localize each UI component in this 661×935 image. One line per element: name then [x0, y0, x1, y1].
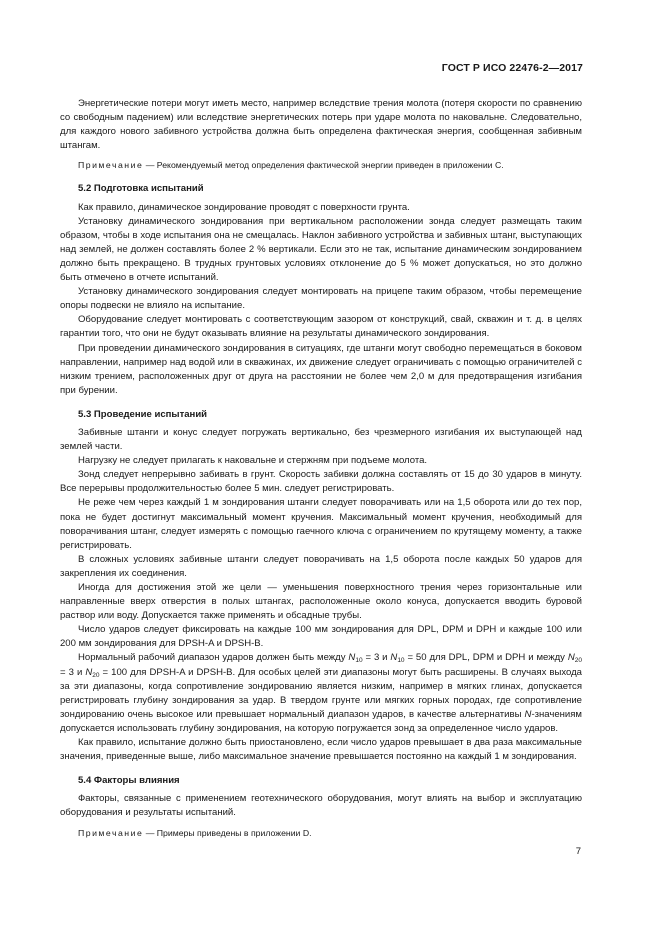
page-content	[60, 97, 582, 840]
paragraph: Установку динамического зондирования при вертикальном расположении зонда следует размещать таким образом, чтобы в ходе испытания она не смещалась. Наклон забивного устройства и забивных штанг, выступающих над землей, не должен составлять более 2 % вертикали. Если это не так, испытание динамическим зондированием должно быть прекращено. В трудных грунтовых условиях отклонение до 5 % может допускаться, но это должно быть отмечено в отчете испытаний.	[60, 215, 582, 284]
section-title-5-3: 5.3 Проведение испытаний	[78, 408, 208, 420]
paragraph: Оборудование следует монтировать с соответствующим зазором от конструкций, свай, скважин и т. д. в целях гарантии того, что они не будут оказывать влияние на результаты динамического зондирования.	[60, 314, 582, 340]
note-text: — Примеры приведены в приложении D.	[143, 827, 312, 838]
section-title-5-2: 5.2 Подготовка испытаний	[78, 183, 204, 195]
paragraph: Энергетические потери могут иметь место, например вследствие трения молота (потеря скорости по сравнению со свободным падением) или вследствие энергетических потерь при ударе молота по наковальне. Следовательно, для каждого нового забивного устройства должна быть определена фактическая энергия, сообщенная забивным штангам.	[60, 98, 582, 152]
paragraph: Не реже чем через каждый 1 м зондирования штанги следует поворачивать или на 1,5 оборота или до тех пор, пока не будет достигнут максимальный момент кручения. Максимальный момент кручения, необходимый для поворачивания штанг, следует измерять с помощью гаечного ключа с ограничением по крутящему моменту, а также регистрировать.	[60, 497, 582, 551]
paragraph: Установку динамического зондирования следует монтировать на прицепе таким образом, чтобы перемещение опоры подвески не влияло на испытание.	[60, 286, 582, 312]
document-header: ГОСТ Р ИСО 22476-2—2017	[441, 62, 583, 74]
note-label: Примечание	[78, 160, 144, 171]
note-label: Примечание	[78, 827, 144, 838]
note	[60, 826, 582, 840]
paragraph: Факторы, связанные с применением геотехнического оборудования, могут влиять на выбор и эксплуатацию оборудования и результаты испытаний.	[60, 793, 582, 819]
note	[60, 158, 582, 172]
paragraph: В сложных условиях забивные штанги следует поворачивать на 1,5 оборота после каждых 50 ударов для закрепления их соединения.	[60, 553, 582, 579]
paragraph: Забивные штанги и конус следует погружать вертикально, без чрезмерного изгибания их выступающей над землей части.	[60, 426, 582, 453]
paragraph: Иногда для достижения этой же цели — уменьшения поверхностного трения через горизонтальные или направленные вверх отверстия в полых штангах, расположенные около конуса, допускается вводить буровой раствор или воду. Допускается также применять и обсадные трубы.	[60, 582, 582, 622]
paragraph-blow-ranges: Нормальный рабочий диапазон ударов должен быть между $N_{10} = 3$ и $N_{10} = 50$ для DPL, DPM и DPH и между $N_{20} = 3$ и $N_{20} = 100$ для DPSH-A и DPSH-B. Для особых целей эти диапазоны могут быть расширены. В случаях выхода за эти диапазоны, когда сопротивление зондированию является низким, например в мягких глинах, допускается регистрировать глубину зондирования за удар. В твердом грунте или мягких горных породах, где сопротивление зондированию очень высокое или превышает нормальный диапазон ударов, в качестве альтернативы N-значениям допускается использовать глубину зондирования, на которую погружается зонд за определенное число ударов.	[60, 652, 583, 734]
paragraph: Как правило, испытание должно быть приостановлено, если число ударов превышает в два раза максимальные значения, приведенные выше, либо максимальное значение превышается постоянно на каждый 1 м зондирования.	[60, 737, 582, 763]
paragraph: Зонд следует непрерывно забивать в грунт. Скорость забивки должна составлять от 15 до 30 ударов в минуту. Все перерывы продолжительностью более 5 мин. следует регистрировать.	[60, 469, 582, 495]
section-title-5-4: 5.4 Факторы влияния	[78, 775, 180, 787]
paragraph: Как правило, динамическое зондирование проводят с поверхности грунта.	[78, 201, 410, 213]
paragraph: Нагрузку не следует прилагать к наковальне и стержням при подъеме молота.	[78, 455, 428, 467]
page-number: 7	[575, 846, 581, 857]
paragraph: При проведении динамического зондирования в ситуациях, где штанги могут свободно перемещаться в боковом направлении, например над водой или в скважинах, их движение следует ограничивать с помощью ограничителей с низким трением, расположенных друг от друга на расстоянии не более чем 2,0 м для предотвращения изгибания при бурении.	[60, 342, 582, 396]
note-text: — Рекомендуемый метод определения фактической энергии приведен в приложении С.	[143, 160, 504, 171]
paragraph: Число ударов следует фиксировать на каждые 100 мм зондирования для DPL, DPM и DPH и каждые 100 или 200 мм зондирования для DPSH-A и DPSH-B.	[60, 624, 582, 650]
